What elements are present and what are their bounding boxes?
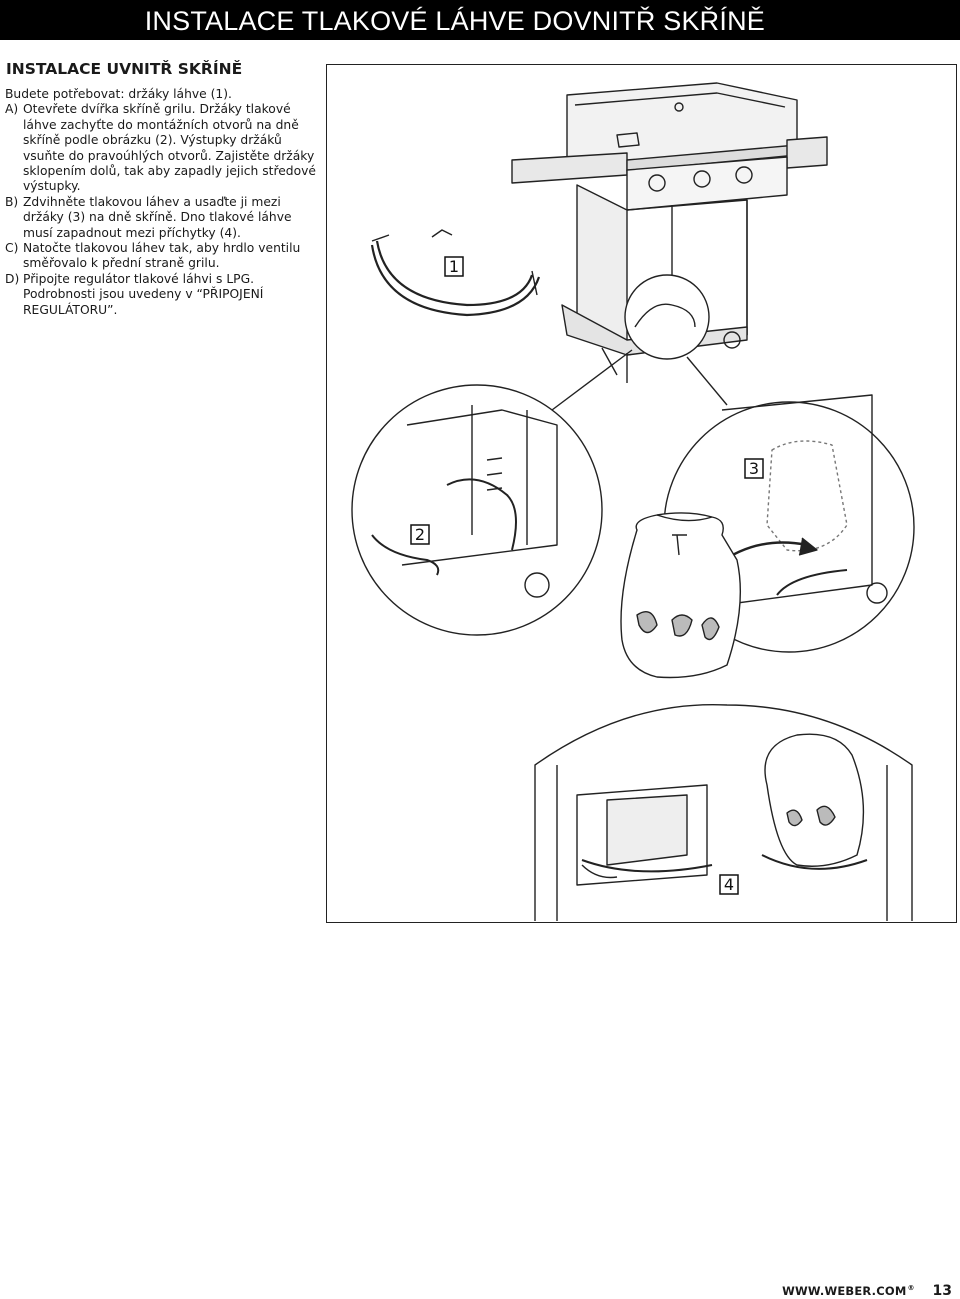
step-letter: A) <box>5 102 19 117</box>
svg-text:4: 4 <box>723 875 735 894</box>
step-b <box>5 195 320 241</box>
page-footer <box>782 1280 952 1299</box>
magnifier-small <box>625 275 709 359</box>
svg-text:1: 1 <box>448 257 460 276</box>
callout-4 <box>720 875 738 894</box>
propane-tank-drawing <box>621 513 740 678</box>
callout-3 <box>745 459 763 478</box>
page-title: INSTALACE TLAKOVÉ LÁHVE DOVNITŘ SKŘÍNĚ <box>144 6 765 36</box>
step-text: Připojte regulátor tlakové láhvi s LPG. Podrobnosti jsou uvedeny v “PŘIPOJENÍ REGULÁTORU”. <box>23 271 264 317</box>
step-letter: D) <box>5 271 20 286</box>
svg-text:2: 2 <box>414 525 426 544</box>
registered-mark: ® <box>907 1284 915 1292</box>
page-number: 13 <box>932 1283 952 1299</box>
header-bar <box>0 0 960 40</box>
step-text: Natočte tlakovou láhev tak, aby hrdlo ventilu směřovalo k přední straně grilu. <box>23 241 301 271</box>
intro-text: Budete potřebovat: držáky láhve (1). <box>5 87 232 101</box>
detail-circle-2 <box>352 385 602 635</box>
svg-text:3: 3 <box>748 459 760 478</box>
callout-2 <box>411 525 429 544</box>
illustration-drawing <box>327 65 956 922</box>
instructions <box>5 87 320 318</box>
installation-illustration <box>326 64 957 923</box>
step-c <box>5 241 320 272</box>
step-text: Otevřete dvířka skříně grilu. Držáky tlakové láhve zachyťte do montážních otvorů na dně skříně podle obrázku (2). Výstupky držáků vsuňte do pravoúhlých otvorů. Zajistěte držáky sklopením dolů, tak aby zapadly jejich středové výstupky. <box>23 102 316 194</box>
step-letter: C) <box>5 241 19 256</box>
step-d <box>5 272 320 318</box>
step-letter: B) <box>5 194 19 209</box>
step-list <box>5 102 320 318</box>
section-title: INSTALACE UVNITŘ SKŘÍNĚ <box>6 60 243 78</box>
step-text: Zdvihněte tlakovou láhev a usaďte ji mezi držáky (3) na dně skříně. Dno tlakové láhve musí zapadnout mezi příchytky (4). <box>23 194 292 240</box>
callout-1 <box>445 257 463 276</box>
website-link: WWW.WEBER.COM <box>782 1284 907 1298</box>
step-a <box>5 102 320 194</box>
